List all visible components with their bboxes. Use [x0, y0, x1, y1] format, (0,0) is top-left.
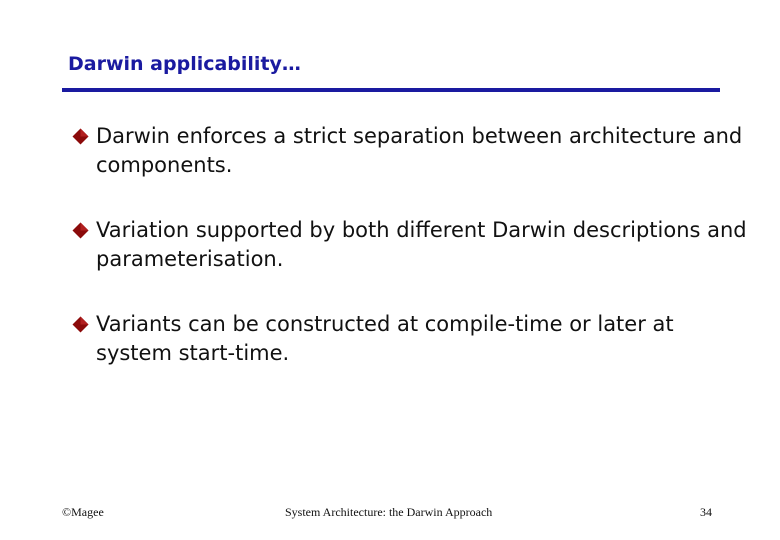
bullet-item	[72, 122, 752, 180]
diamond-bullet-icon	[72, 222, 89, 239]
bullet-item	[72, 216, 752, 274]
diamond-bullet-icon	[72, 128, 89, 145]
bullet-text: Darwin enforces a strict separation between architecture and components.	[96, 124, 743, 177]
bullet-item	[72, 310, 752, 368]
footer-copyright: ©Magee	[62, 505, 104, 519]
title-divider	[62, 88, 720, 92]
bullet-list	[72, 122, 752, 404]
diamond-bullet-icon	[72, 316, 89, 333]
slide-title: Darwin applicability…	[68, 53, 301, 75]
footer-title: System Architecture: the Darwin Approach	[285, 505, 493, 519]
bullet-text: Variants can be constructed at compile-time or later at system start-time.	[96, 312, 674, 365]
bullet-text: Variation supported by both different Darwin descriptions and parameterisation.	[96, 218, 747, 271]
page-number: 34	[700, 505, 712, 519]
